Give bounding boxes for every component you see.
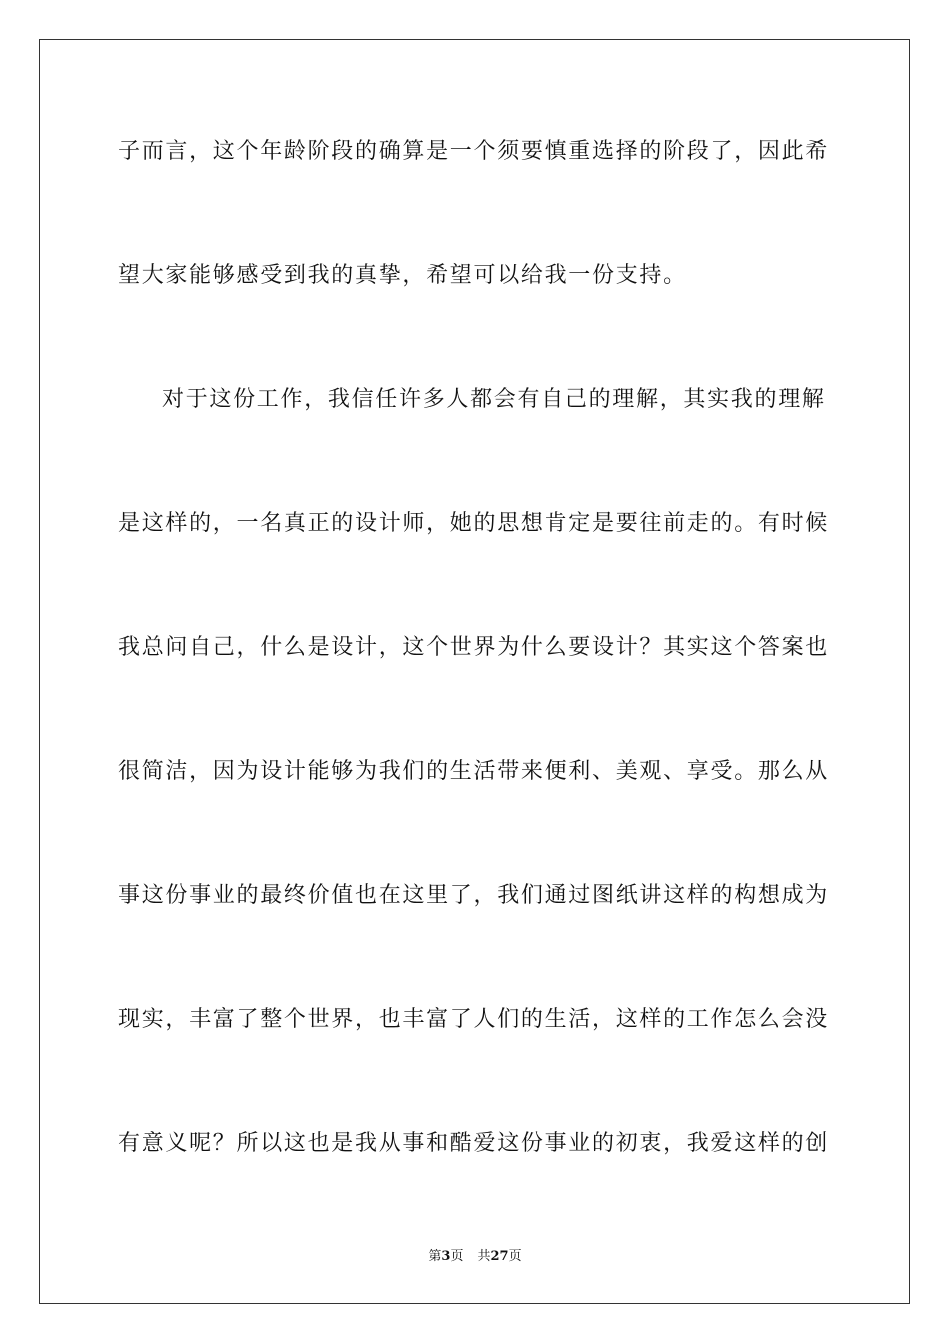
text-line-4: 是这样的，一名真正的设计师，她的思想肯定是要往前走的。有时候 — [118, 511, 830, 536]
text-line-8: 现实，丰富了整个世界，也丰富了人们的生活，这样的工作怎么会没 — [118, 1007, 830, 1032]
total-pages: 27 — [490, 1249, 509, 1264]
total-prefix: 共 — [477, 1249, 491, 1264]
text-line-3: 对于这份工作，我信任许多人都会有自己的理解，其实我的理解 — [162, 387, 826, 412]
total-suffix: 页 — [508, 1249, 522, 1264]
text-line-5: 我总问自己，什么是设计，这个世界为什么要设计？其实这个答案也 — [118, 635, 830, 660]
text-line-2: 望大家能够感受到我的真挚，希望可以给我一份支持。 — [118, 263, 687, 288]
page-number: 3 — [441, 1249, 451, 1264]
text-line-1: 子而言，这个年龄阶段的确算是一个须要慎重选择的阶段了，因此希 — [118, 139, 830, 164]
text-line-7: 事这份事业的最终价值也在这里了，我们通过图纸讲这样的构想成为 — [118, 883, 830, 908]
text-line-9: 有意义呢？所以这也是我从事和酷爱这份事业的初衷，我爱这样的创 — [118, 1131, 830, 1156]
text-line-6: 很简洁，因为设计能够为我们的生活带来便利、美观、享受。那么从 — [118, 759, 830, 784]
page-prefix: 第 — [428, 1249, 442, 1264]
page-suffix: 页 — [450, 1249, 464, 1264]
page-border — [39, 39, 910, 1304]
page-footer — [0, 1248, 950, 1266]
